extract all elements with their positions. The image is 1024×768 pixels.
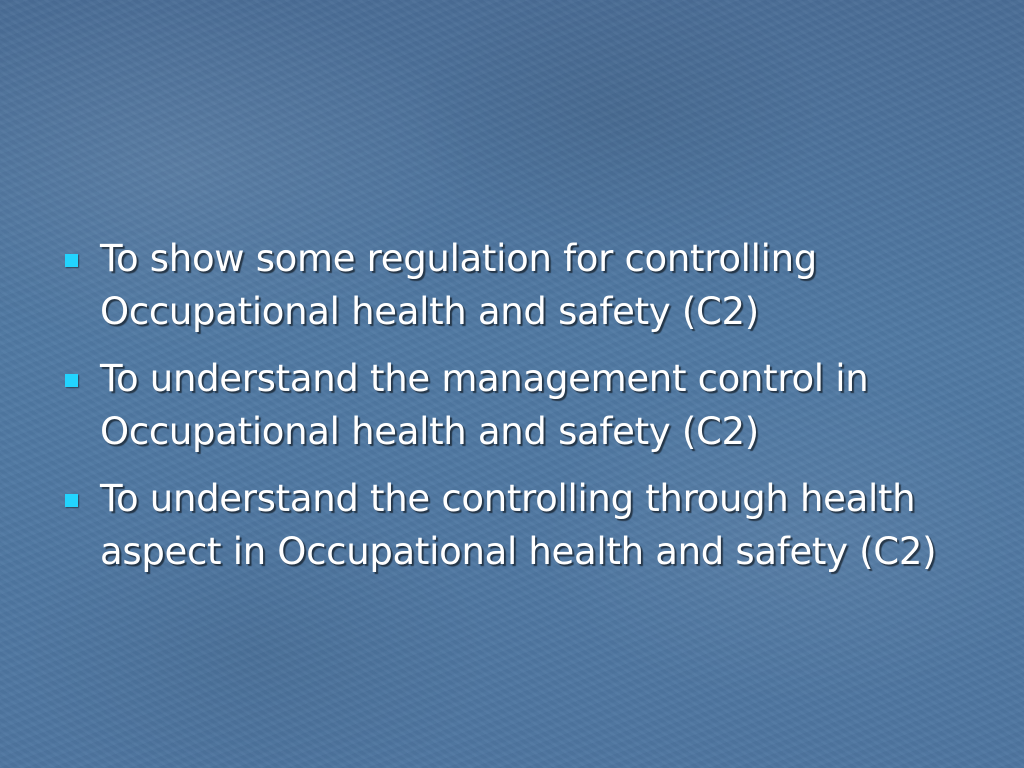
bullet-text: To show some regulation for controlling Occupational health and safety (C2) (100, 237, 817, 333)
bullet-item-1 (62, 232, 962, 338)
bullet-text: To understand the management control in Occupational health and safety (C2) (100, 357, 869, 453)
bullet-item-3 (62, 472, 962, 578)
square-bullet-icon (65, 374, 78, 387)
bullet-list (62, 232, 962, 592)
bullet-text: To understand the controlling through health aspect in Occupational health and safety (C2) (100, 477, 937, 573)
square-bullet-icon (65, 254, 78, 267)
bullet-item-2 (62, 352, 962, 458)
square-bullet-icon (65, 494, 78, 507)
